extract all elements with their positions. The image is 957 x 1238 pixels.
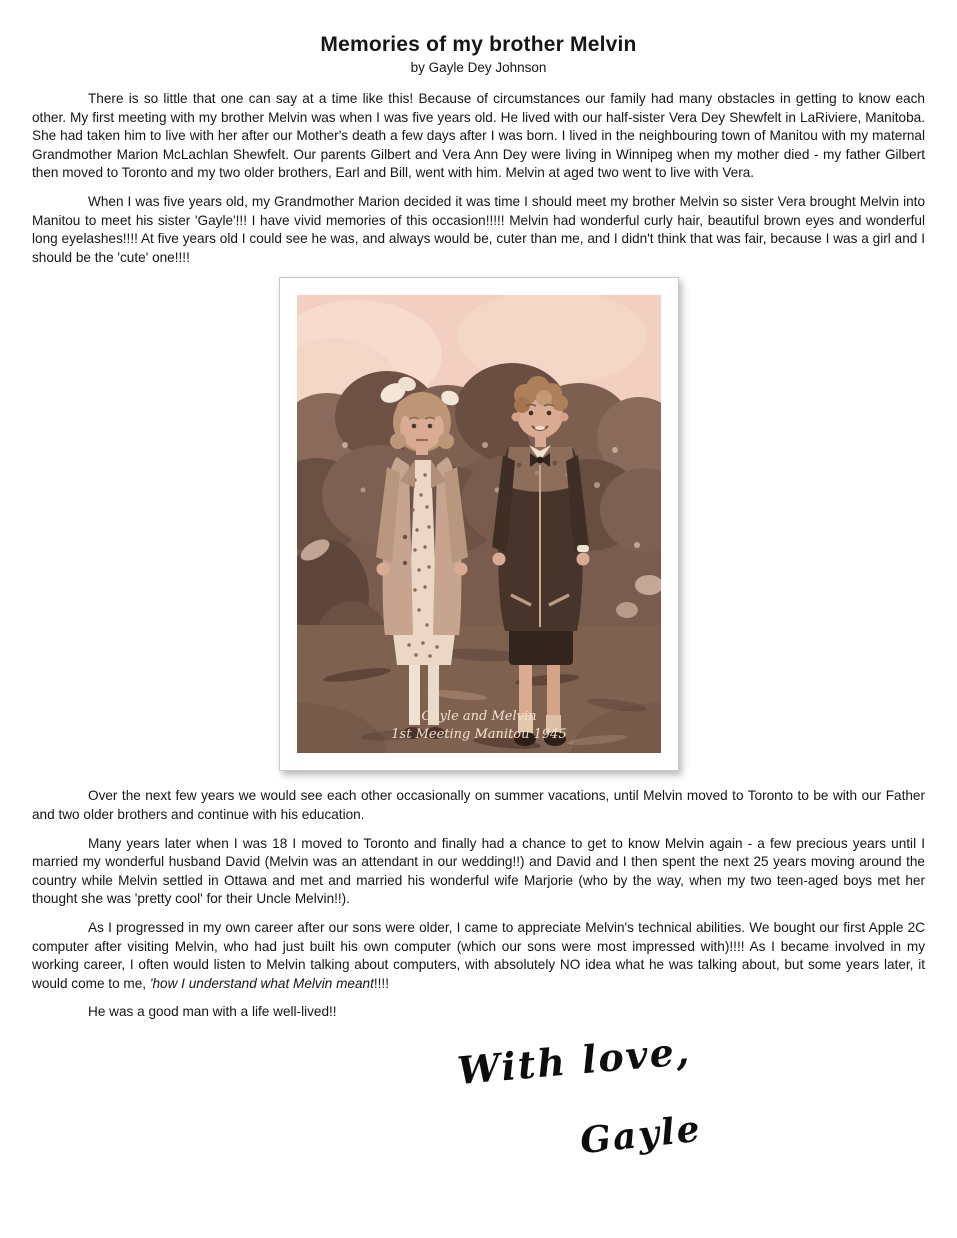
paragraph-5 [32,919,925,993]
paragraph-4: Many years later when I was 18 I moved to Toronto and finally had a chance to get to know Melvin again - a few precious years until I married my wonderful husband David (Melvin was an attendant in our wedding!!) and David and I then spent the next 25 years moving around the country while Melvin settled in Ottawa and met and married his wonderful wife Marjorie (who by the way, when my two teen-aged boys met her thought she was 'pretty cool' for their Uncle Melvin!!). [32,835,925,907]
page-title: Memories of my brother Melvin [320,33,637,56]
paragraph-2: When I was five years old, my Grandmother Marion decided it was time I should meet my brother Melvin so sister Vera brought Melvin into Manitou to meet his sister 'Gayle'!!! I have vivid memories of this occasion!!!!! Melvin had wonderful curly hair, beautiful brown eyes and wonderful long eyelashes!!!! At five years old I could see he was, and always would be, cuter than me, and I didn't think that was fair, because I was a girl and I should be the 'cute' one!!!! [32,193,925,265]
photo-caption-line1: Gayle and Melvin [420,709,537,725]
paragraph-6: He was a good man with a life well-lived!! [88,1004,337,1020]
photo-frame [279,277,679,771]
photo-caption-line2: 1st Meeting Manitou 1945 [390,727,567,743]
signature-gayle: Gayle [578,1107,704,1163]
byline: by Gayle Dey Johnson [410,60,547,75]
paragraph-5-exclaim: !!!! [373,975,389,991]
paragraph-5-plain: As I progressed in my own career after our sons were older, I came to appreciate Melvin's technical abilities. We bought our first Apple 2C computer after visiting Melvin, who had just built his own computer (which our sons were most impressed with)!!!! As I became involved in my working career, I often would listen to Melvin talking about computers, with absolutely NO idea what he was talking about, but some years later, it would come to me, [32,919,925,991]
photo-illustration [297,295,661,753]
signature-with-love: With love, [455,1027,693,1093]
paragraph-3: Over the next few years we would see each other occasionally on summer vacations, until Melvin moved to Toronto to be with our Father and two older brothers and continue with his education. [32,788,925,822]
paragraph-5-italic: 'how I understand what Melvin meant [149,975,374,991]
signature-block [32,1027,925,1206]
paragraph-1: There is so little that one can say at a time like this! Because of circumstances our family had many obstacles in getting to know each other. My first meeting with my brother Melvin was when I was five years old. He lived with our half-sister Vera Dey Shewfelt in LaRiviere, Manitoba. She had taken him to live with her after our Mother's death a few days after I was born. I lived in the neighbouring town of Manitou with my maternal Grandmother Marion McLachlan Shewfelt. Our parents Gilbert and Vera Ann Dey were living in Winnipeg when my mother died - my father Gilbert then moved to Toronto and my two older brothers, Earl and Bill, went with him. Melvin at aged two went to live with Vera. [32,91,925,181]
